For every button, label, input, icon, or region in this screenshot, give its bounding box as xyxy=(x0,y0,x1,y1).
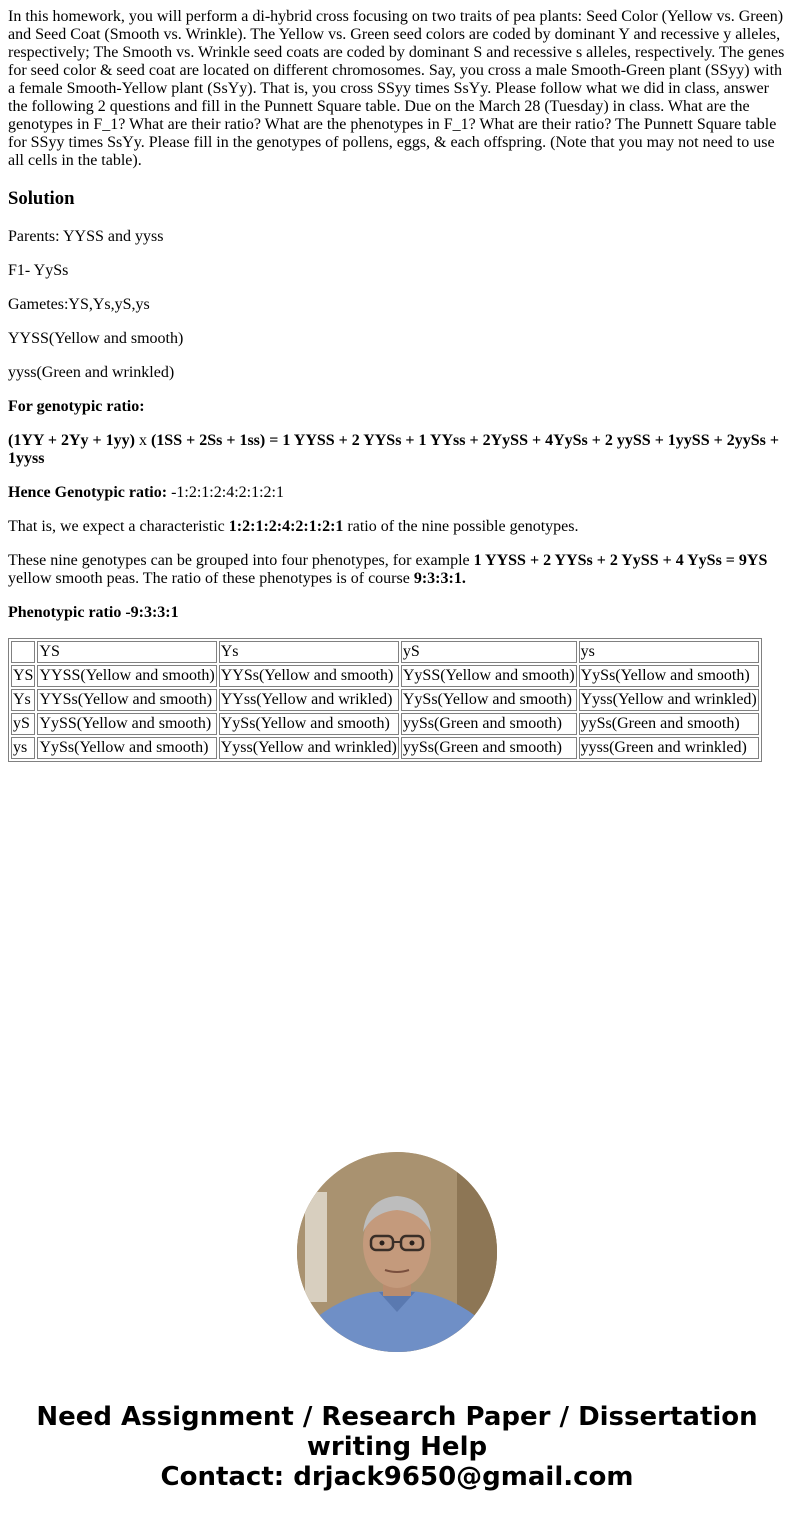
table-header-cell: ys xyxy=(579,641,759,663)
table-row xyxy=(11,689,759,711)
table-row xyxy=(11,737,759,759)
homework-intro: In this homework, you will perform a di-hybrid cross focusing on two traits of pea plants: Seed Color (Yellow vs. Green) and Seed Coat (Smooth vs. Wrinkle). The Yellow vs. Green seed colors are coded by dominant Y and recessive y alleles, respectively; The Smooth vs. Wrinkle seed coats are coded by dominant S and recessive s alleles, respectively. The genes for seed color & seed coat are located on different chromosomes. Say, you cross a male Smooth-Green plant (SSyy) with a female Smooth-Yellow plant (SsYy). That is, you cross SSyy times SsYy. Please follow what we did in class, answer the following 2 questions and fill in the Punnett Square table. Due on the March 28 (Tuesday) in class. What are the genotypes in F_1? What are their ratio? What are the phenotypes in F_1? What are their ratio? The Punnett Square table for SSyy times SsYy. Please fill in the genotypes of pollens, eggs, & each offspring. (Note that you may not need to use all cells in the table). xyxy=(8,8,785,169)
cta-contact-email: Contact: drjack9650@gmail.com xyxy=(160,1462,634,1492)
table-cell: YYSs(Yellow and smooth) xyxy=(37,689,216,711)
table-cell: yySs(Green and smooth) xyxy=(579,713,759,735)
table-cell: YySs(Yellow and smooth) xyxy=(37,737,216,759)
table-header-cell: yS xyxy=(401,641,577,663)
yyss-green-wrinkled-line: yyss(Green and wrinkled) xyxy=(8,364,175,381)
contact-call-to-action xyxy=(0,1402,794,1492)
cta-line-2: writing Help xyxy=(306,1432,488,1462)
table-cell: YySs(Yellow and smooth) xyxy=(579,665,759,687)
gametes-line: Gametes:YS,Ys,yS,ys xyxy=(8,296,150,313)
expect-ratio-text: That is, we expect a characteristic 1:2:1:2:4:2:1:2:1 ratio of the nine possible genotypes. xyxy=(8,518,579,535)
hence-genotypic-ratio: Hence Genotypic ratio: -1:2:1:2:4:2:1:2:1 xyxy=(8,484,284,501)
table-cell: YYSS(Yellow and smooth) xyxy=(37,665,216,687)
table-row-header: Ys xyxy=(11,689,35,711)
table-cell: yyss(Green and wrinkled) xyxy=(579,737,759,759)
table-cell: YySs(Yellow and smooth) xyxy=(401,689,577,711)
parents-line: Parents: YYSS and yyss xyxy=(8,228,164,245)
f1-line: F1- YySs xyxy=(8,262,69,279)
table-row-header: yS xyxy=(11,713,35,735)
table-cell: YYss(Yellow and wrikled) xyxy=(219,689,399,711)
table-corner-cell xyxy=(11,641,35,663)
table-row-header: ys xyxy=(11,737,35,759)
table-header-cell: Ys xyxy=(219,641,399,663)
table-cell: YySs(Yellow and smooth) xyxy=(219,713,399,735)
table-header-cell: YS xyxy=(37,641,216,663)
yyss-yellow-smooth-line: YYSS(Yellow and smooth) xyxy=(8,330,184,347)
genotype-equation: (1YY + 2Yy + 1yy) x (1SS + 2Ss + 1ss) = 1 YYSS + 2 YYSs + 1 YYss + 2YySS + 4YySs + 2 yySS + 1yySS + 2yySs + 1yyss xyxy=(8,432,779,467)
table-cell: YYSs(Yellow and smooth) xyxy=(219,665,399,687)
table-row xyxy=(11,713,759,735)
table-cell: yySs(Green and smooth) xyxy=(401,713,577,735)
promo-footer xyxy=(0,1152,794,1492)
table-cell: Yyss(Yellow and wrinkled) xyxy=(219,737,399,759)
solution-heading: Solution xyxy=(8,188,75,209)
table-row xyxy=(11,665,759,687)
punnett-square-table xyxy=(8,638,762,762)
cta-line-1: Need Assignment / Research Paper / Dissertation xyxy=(36,1402,758,1432)
table-row-header: YS xyxy=(11,665,35,687)
phenotypic-ratio: Phenotypic ratio -9:3:3:1 xyxy=(8,604,179,621)
genotypic-ratio-label: For genotypic ratio: xyxy=(8,398,145,415)
phenotype-grouping-text: These nine genotypes can be grouped into four phenotypes, for example 1 YYSS + 2 YYSs + 2 YySS + 4 YySs = 9YS yellow smooth peas. The ratio of these phenotypes is of course 9:3:3:1. xyxy=(8,552,768,587)
author-avatar xyxy=(297,1152,497,1352)
table-cell: Yyss(Yellow and wrinkled) xyxy=(579,689,759,711)
table-cell: yySs(Green and smooth) xyxy=(401,737,577,759)
table-cell: YySS(Yellow and smooth) xyxy=(401,665,577,687)
table-cell: YySS(Yellow and smooth) xyxy=(37,713,216,735)
table-header-row xyxy=(11,641,759,663)
